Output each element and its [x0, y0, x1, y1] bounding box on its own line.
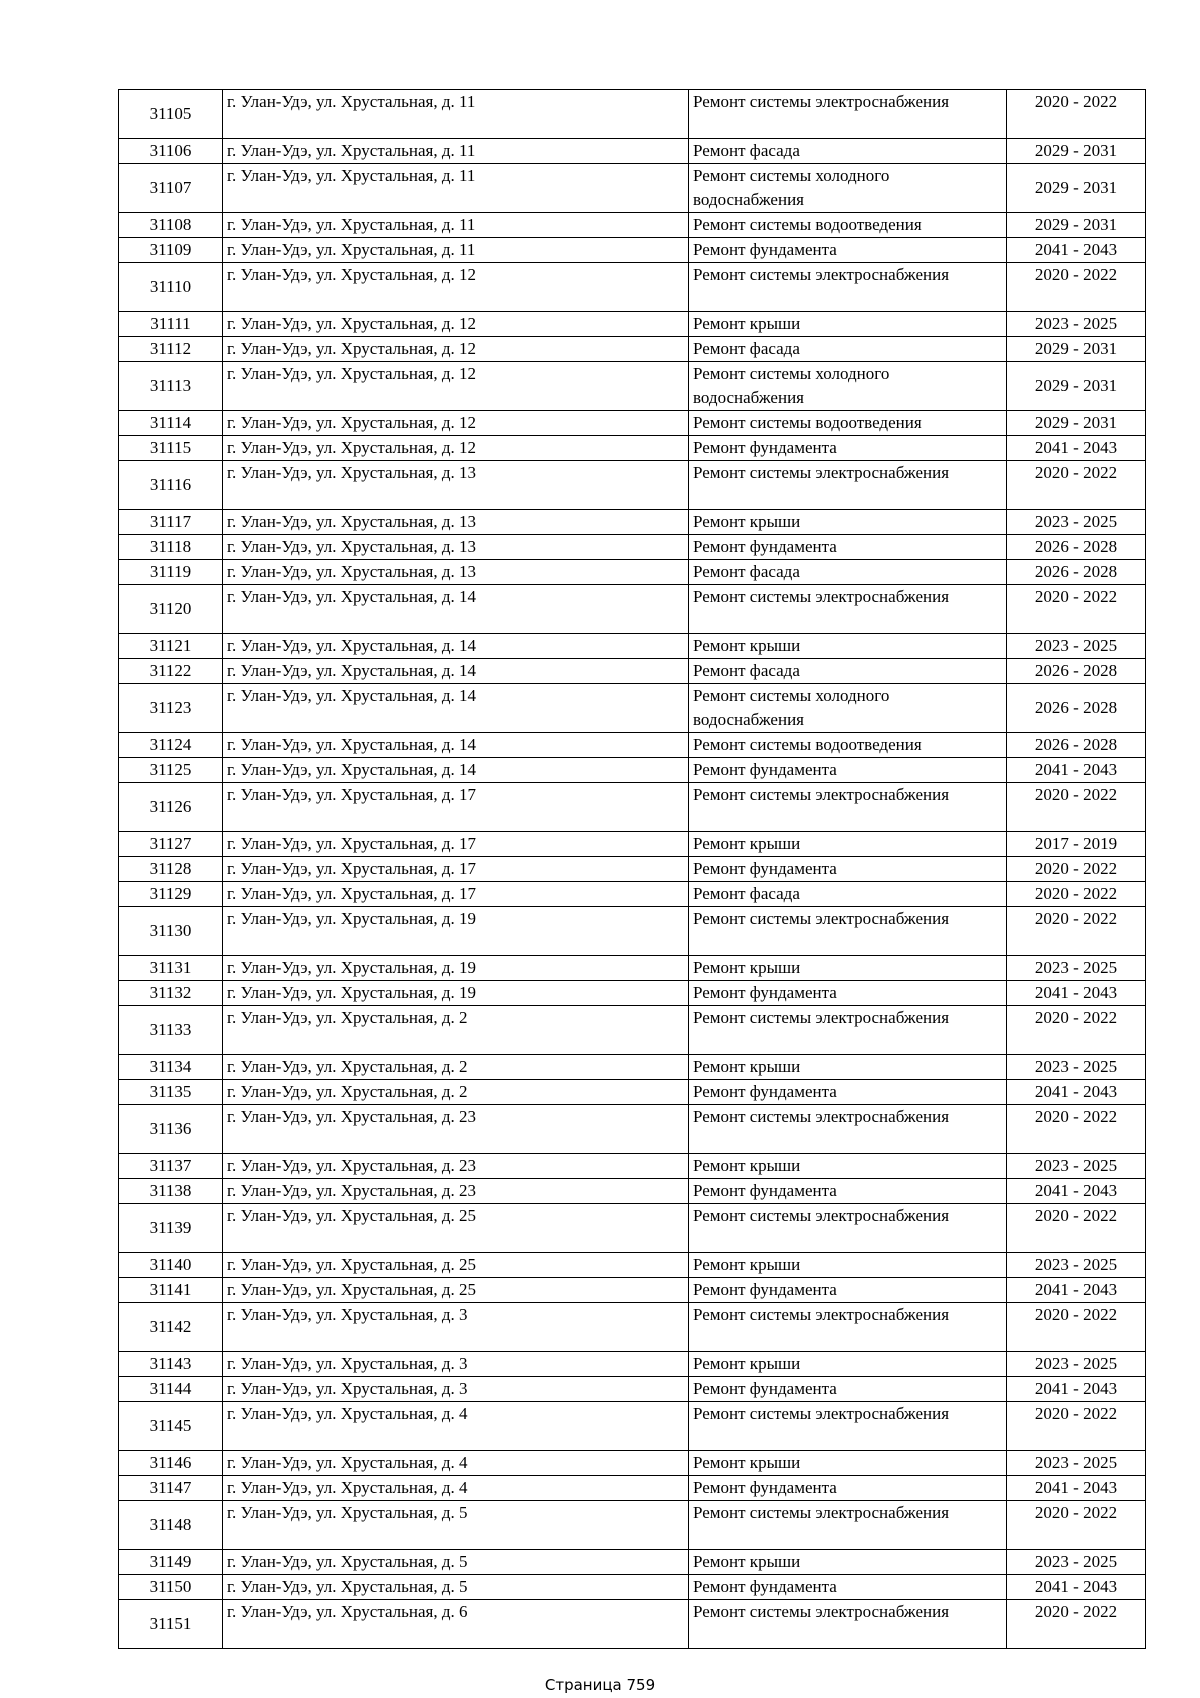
address-cell: г. Улан-Удэ, ул. Хрустальная, д. 4: [223, 1402, 689, 1451]
address-cell: г. Улан-Удэ, ул. Хрустальная, д. 5: [223, 1550, 689, 1575]
address-cell: г. Улан-Удэ, ул. Хрустальная, д. 13: [223, 510, 689, 535]
work-type-cell: Ремонт фасада: [689, 659, 1007, 684]
table-row: [119, 1451, 1146, 1476]
period-cell: 2020 - 2022: [1007, 882, 1146, 907]
row-number: 31149: [119, 1550, 223, 1575]
period-cell: 2023 - 2025: [1007, 1550, 1146, 1575]
address-cell: г. Улан-Удэ, ул. Хрустальная, д. 2: [223, 1006, 689, 1055]
table-row: [119, 1303, 1146, 1352]
period-cell: 2029 - 2031: [1007, 411, 1146, 436]
period-cell: 2020 - 2022: [1007, 783, 1146, 832]
address-cell: г. Улан-Удэ, ул. Хрустальная, д. 12: [223, 362, 689, 411]
period-cell: 2029 - 2031: [1007, 337, 1146, 362]
row-number: 31144: [119, 1377, 223, 1402]
table-row: [119, 510, 1146, 535]
address-cell: г. Улан-Удэ, ул. Хрустальная, д. 25: [223, 1278, 689, 1303]
period-cell: 2023 - 2025: [1007, 1154, 1146, 1179]
row-number: 31150: [119, 1575, 223, 1600]
work-type-cell: Ремонт системы электроснабжения: [689, 461, 1007, 510]
row-number: 31135: [119, 1080, 223, 1105]
table-row: [119, 362, 1146, 411]
table-row: [119, 1179, 1146, 1204]
works-table: [118, 89, 1146, 1649]
period-cell: 2023 - 2025: [1007, 1352, 1146, 1377]
table-row: [119, 1575, 1146, 1600]
table-row: [119, 1204, 1146, 1253]
period-cell: 2023 - 2025: [1007, 634, 1146, 659]
work-type-cell: Ремонт системы электроснабжения: [689, 263, 1007, 312]
row-number: 31127: [119, 832, 223, 857]
address-cell: г. Улан-Удэ, ул. Хрустальная, д. 3: [223, 1303, 689, 1352]
row-number: 31122: [119, 659, 223, 684]
work-type-cell: Ремонт крыши: [689, 1055, 1007, 1080]
table-row: [119, 1055, 1146, 1080]
row-number: 31128: [119, 857, 223, 882]
table-row: [119, 1006, 1146, 1055]
period-cell: 2023 - 2025: [1007, 312, 1146, 337]
work-type-cell: Ремонт крыши: [689, 312, 1007, 337]
row-number: 31148: [119, 1501, 223, 1550]
work-type-cell: Ремонт фундамента: [689, 981, 1007, 1006]
period-cell: 2020 - 2022: [1007, 1600, 1146, 1649]
period-cell: 2020 - 2022: [1007, 90, 1146, 139]
row-number: 31133: [119, 1006, 223, 1055]
table-row: [119, 1080, 1146, 1105]
period-cell: 2041 - 2043: [1007, 1575, 1146, 1600]
table-row: [119, 1501, 1146, 1550]
work-type-cell: Ремонт системы водоотведения: [689, 213, 1007, 238]
period-cell: 2020 - 2022: [1007, 907, 1146, 956]
row-number: 31109: [119, 238, 223, 263]
work-type-cell: Ремонт фундамента: [689, 1575, 1007, 1600]
work-type-cell: Ремонт фундамента: [689, 857, 1007, 882]
address-cell: г. Улан-Удэ, ул. Хрустальная, д. 11: [223, 238, 689, 263]
work-type-cell: Ремонт фундамента: [689, 1179, 1007, 1204]
period-cell: 2029 - 2031: [1007, 362, 1146, 411]
period-cell: 2020 - 2022: [1007, 263, 1146, 312]
work-type-cell: Ремонт крыши: [689, 956, 1007, 981]
table-row: [119, 733, 1146, 758]
address-cell: г. Улан-Удэ, ул. Хрустальная, д. 14: [223, 585, 689, 634]
table-row: [119, 337, 1146, 362]
address-cell: г. Улан-Удэ, ул. Хрустальная, д. 23: [223, 1154, 689, 1179]
row-number: 31107: [119, 164, 223, 213]
work-type-cell: Ремонт системы электроснабжения: [689, 1204, 1007, 1253]
row-number: 31105: [119, 90, 223, 139]
address-cell: г. Улан-Удэ, ул. Хрустальная, д. 19: [223, 981, 689, 1006]
work-type-cell: Ремонт крыши: [689, 1550, 1007, 1575]
table-row: [119, 882, 1146, 907]
work-type-cell: Ремонт системы водоотведения: [689, 411, 1007, 436]
row-number: 31115: [119, 436, 223, 461]
address-cell: г. Улан-Удэ, ул. Хрустальная, д. 19: [223, 956, 689, 981]
address-cell: г. Улан-Удэ, ул. Хрустальная, д. 25: [223, 1204, 689, 1253]
work-type-cell: Ремонт системы электроснабжения: [689, 1402, 1007, 1451]
work-type-cell: Ремонт фундамента: [689, 436, 1007, 461]
table-row: [119, 90, 1146, 139]
period-cell: 2041 - 2043: [1007, 1080, 1146, 1105]
address-cell: г. Улан-Удэ, ул. Хрустальная, д. 11: [223, 213, 689, 238]
row-number: 31126: [119, 783, 223, 832]
address-cell: г. Улан-Удэ, ул. Хрустальная, д. 14: [223, 733, 689, 758]
table-row: [119, 263, 1146, 312]
work-type-cell: Ремонт системы электроснабжения: [689, 1006, 1007, 1055]
table-row: [119, 758, 1146, 783]
table-row: [119, 1476, 1146, 1501]
period-cell: 2041 - 2043: [1007, 758, 1146, 783]
period-cell: 2026 - 2028: [1007, 535, 1146, 560]
table-row: [119, 164, 1146, 213]
address-cell: г. Улан-Удэ, ул. Хрустальная, д. 2: [223, 1055, 689, 1080]
table-row: [119, 981, 1146, 1006]
period-cell: 2029 - 2031: [1007, 139, 1146, 164]
row-number: 31116: [119, 461, 223, 510]
address-cell: г. Улан-Удэ, ул. Хрустальная, д. 23: [223, 1105, 689, 1154]
row-number: 31142: [119, 1303, 223, 1352]
address-cell: г. Улан-Удэ, ул. Хрустальная, д. 2: [223, 1080, 689, 1105]
table-row: [119, 956, 1146, 981]
row-number: 31125: [119, 758, 223, 783]
period-cell: 2020 - 2022: [1007, 585, 1146, 634]
row-number: 31140: [119, 1253, 223, 1278]
address-cell: г. Улан-Удэ, ул. Хрустальная, д. 17: [223, 857, 689, 882]
address-cell: г. Улан-Удэ, ул. Хрустальная, д. 17: [223, 882, 689, 907]
work-type-cell: Ремонт фасада: [689, 560, 1007, 585]
address-cell: г. Улан-Удэ, ул. Хрустальная, д. 13: [223, 461, 689, 510]
work-type-cell: Ремонт системы электроснабжения: [689, 585, 1007, 634]
work-type-cell: Ремонт крыши: [689, 1451, 1007, 1476]
work-type-cell: Ремонт крыши: [689, 510, 1007, 535]
address-cell: г. Улан-Удэ, ул. Хрустальная, д. 11: [223, 139, 689, 164]
work-type-cell: Ремонт системы холодного водоснабжения: [689, 164, 1007, 213]
table-row: [119, 585, 1146, 634]
period-cell: 2041 - 2043: [1007, 436, 1146, 461]
work-type-cell: Ремонт фундамента: [689, 1080, 1007, 1105]
table-row: [119, 659, 1146, 684]
address-cell: г. Улан-Удэ, ул. Хрустальная, д. 14: [223, 758, 689, 783]
work-type-cell: Ремонт системы электроснабжения: [689, 907, 1007, 956]
period-cell: 2023 - 2025: [1007, 1253, 1146, 1278]
row-number: 31138: [119, 1179, 223, 1204]
table-row: [119, 312, 1146, 337]
address-cell: г. Улан-Удэ, ул. Хрустальная, д. 6: [223, 1600, 689, 1649]
address-cell: г. Улан-Удэ, ул. Хрустальная, д. 23: [223, 1179, 689, 1204]
table-row: [119, 1377, 1146, 1402]
period-cell: 2020 - 2022: [1007, 1204, 1146, 1253]
work-type-cell: Ремонт фундамента: [689, 238, 1007, 263]
address-cell: г. Улан-Удэ, ул. Хрустальная, д. 13: [223, 560, 689, 585]
work-type-cell: Ремонт фундамента: [689, 758, 1007, 783]
address-cell: г. Улан-Удэ, ул. Хрустальная, д. 3: [223, 1352, 689, 1377]
address-cell: г. Улан-Удэ, ул. Хрустальная, д. 17: [223, 783, 689, 832]
address-cell: г. Улан-Удэ, ул. Хрустальная, д. 3: [223, 1377, 689, 1402]
table-row: [119, 1352, 1146, 1377]
row-number: 31108: [119, 213, 223, 238]
address-cell: г. Улан-Удэ, ул. Хрустальная, д. 12: [223, 337, 689, 362]
row-number: 31134: [119, 1055, 223, 1080]
table-row: [119, 907, 1146, 956]
table-row: [119, 535, 1146, 560]
period-cell: 2029 - 2031: [1007, 164, 1146, 213]
period-cell: 2023 - 2025: [1007, 956, 1146, 981]
row-number: 31121: [119, 634, 223, 659]
work-type-cell: Ремонт системы электроснабжения: [689, 1105, 1007, 1154]
work-type-cell: Ремонт фасада: [689, 882, 1007, 907]
table-row: [119, 1253, 1146, 1278]
work-type-cell: Ремонт фундамента: [689, 1377, 1007, 1402]
table-row: [119, 634, 1146, 659]
row-number: 31131: [119, 956, 223, 981]
row-number: 31117: [119, 510, 223, 535]
period-cell: 2029 - 2031: [1007, 213, 1146, 238]
work-type-cell: Ремонт системы электроснабжения: [689, 1600, 1007, 1649]
row-number: 31151: [119, 1600, 223, 1649]
period-cell: 2026 - 2028: [1007, 560, 1146, 585]
table-row: [119, 139, 1146, 164]
table-row: [119, 1550, 1146, 1575]
address-cell: г. Улан-Удэ, ул. Хрустальная, д. 17: [223, 832, 689, 857]
work-type-cell: Ремонт крыши: [689, 832, 1007, 857]
work-type-cell: Ремонт системы электроснабжения: [689, 783, 1007, 832]
period-cell: 2026 - 2028: [1007, 659, 1146, 684]
row-number: 31137: [119, 1154, 223, 1179]
table-row: [119, 1600, 1146, 1649]
address-cell: г. Улан-Удэ, ул. Хрустальная, д. 5: [223, 1575, 689, 1600]
address-cell: г. Улан-Удэ, ул. Хрустальная, д. 25: [223, 1253, 689, 1278]
address-cell: г. Улан-Удэ, ул. Хрустальная, д. 12: [223, 312, 689, 337]
work-type-cell: Ремонт фасада: [689, 337, 1007, 362]
row-number: 31119: [119, 560, 223, 585]
row-number: 31110: [119, 263, 223, 312]
work-type-cell: Ремонт системы электроснабжения: [689, 1303, 1007, 1352]
table-row: [119, 461, 1146, 510]
work-type-cell: Ремонт системы холодного водоснабжения: [689, 684, 1007, 733]
table-row: [119, 411, 1146, 436]
table-row: [119, 1154, 1146, 1179]
table-row: [119, 832, 1146, 857]
work-type-cell: Ремонт крыши: [689, 1253, 1007, 1278]
work-type-cell: Ремонт фундамента: [689, 1278, 1007, 1303]
work-type-cell: Ремонт крыши: [689, 1352, 1007, 1377]
period-cell: 2041 - 2043: [1007, 981, 1146, 1006]
page-number: Страница 759: [544, 1676, 656, 1694]
address-cell: г. Улан-Удэ, ул. Хрустальная, д. 12: [223, 263, 689, 312]
period-cell: 2026 - 2028: [1007, 684, 1146, 733]
period-cell: 2041 - 2043: [1007, 1476, 1146, 1501]
row-number: 31139: [119, 1204, 223, 1253]
row-number: 31112: [119, 337, 223, 362]
row-number: 31114: [119, 411, 223, 436]
work-type-cell: Ремонт крыши: [689, 1154, 1007, 1179]
work-type-cell: Ремонт системы электроснабжения: [689, 90, 1007, 139]
works-table-body: [119, 90, 1146, 1649]
period-cell: 2020 - 2022: [1007, 461, 1146, 510]
work-type-cell: Ремонт системы водоотведения: [689, 733, 1007, 758]
address-cell: г. Улан-Удэ, ул. Хрустальная, д. 14: [223, 634, 689, 659]
table-row: [119, 857, 1146, 882]
row-number: 31111: [119, 312, 223, 337]
period-cell: 2020 - 2022: [1007, 857, 1146, 882]
period-cell: 2023 - 2025: [1007, 510, 1146, 535]
table-row: [119, 436, 1146, 461]
table-row: [119, 1402, 1146, 1451]
address-cell: г. Улан-Удэ, ул. Хрустальная, д. 12: [223, 436, 689, 461]
period-cell: 2041 - 2043: [1007, 1278, 1146, 1303]
row-number: 31132: [119, 981, 223, 1006]
period-cell: 2020 - 2022: [1007, 1105, 1146, 1154]
address-cell: г. Улан-Удэ, ул. Хрустальная, д. 11: [223, 164, 689, 213]
row-number: 31136: [119, 1105, 223, 1154]
row-number: 31123: [119, 684, 223, 733]
period-cell: 2023 - 2025: [1007, 1055, 1146, 1080]
row-number: 31145: [119, 1402, 223, 1451]
address-cell: г. Улан-Удэ, ул. Хрустальная, д. 4: [223, 1451, 689, 1476]
row-number: 31129: [119, 882, 223, 907]
table-row: [119, 238, 1146, 263]
table-row: [119, 1105, 1146, 1154]
row-number: 31106: [119, 139, 223, 164]
table-row: [119, 1278, 1146, 1303]
address-cell: г. Улан-Удэ, ул. Хрустальная, д. 12: [223, 411, 689, 436]
address-cell: г. Улан-Удэ, ул. Хрустальная, д. 14: [223, 684, 689, 733]
row-number: 31118: [119, 535, 223, 560]
row-number: 31146: [119, 1451, 223, 1476]
period-cell: 2020 - 2022: [1007, 1501, 1146, 1550]
period-cell: 2041 - 2043: [1007, 238, 1146, 263]
row-number: 31141: [119, 1278, 223, 1303]
period-cell: 2026 - 2028: [1007, 733, 1146, 758]
address-cell: г. Улан-Удэ, ул. Хрустальная, д. 13: [223, 535, 689, 560]
work-type-cell: Ремонт крыши: [689, 634, 1007, 659]
row-number: 31143: [119, 1352, 223, 1377]
address-cell: г. Улан-Удэ, ул. Хрустальная, д. 11: [223, 90, 689, 139]
period-cell: 2041 - 2043: [1007, 1179, 1146, 1204]
address-cell: г. Улан-Удэ, ул. Хрустальная, д. 4: [223, 1476, 689, 1501]
period-cell: 2041 - 2043: [1007, 1377, 1146, 1402]
address-cell: г. Улан-Удэ, ул. Хрустальная, д. 14: [223, 659, 689, 684]
row-number: 31130: [119, 907, 223, 956]
table-row: [119, 560, 1146, 585]
work-type-cell: Ремонт фундамента: [689, 535, 1007, 560]
work-type-cell: Ремонт системы холодного водоснабжения: [689, 362, 1007, 411]
period-cell: 2020 - 2022: [1007, 1303, 1146, 1352]
address-cell: г. Улан-Удэ, ул. Хрустальная, д. 19: [223, 907, 689, 956]
period-cell: 2017 - 2019: [1007, 832, 1146, 857]
period-cell: 2020 - 2022: [1007, 1402, 1146, 1451]
table-row: [119, 213, 1146, 238]
work-type-cell: Ремонт фундамента: [689, 1476, 1007, 1501]
row-number: 31147: [119, 1476, 223, 1501]
row-number: 31113: [119, 362, 223, 411]
table-row: [119, 783, 1146, 832]
work-type-cell: Ремонт фасада: [689, 139, 1007, 164]
work-type-cell: Ремонт системы электроснабжения: [689, 1501, 1007, 1550]
address-cell: г. Улан-Удэ, ул. Хрустальная, д. 5: [223, 1501, 689, 1550]
table-row: [119, 684, 1146, 733]
row-number: 31120: [119, 585, 223, 634]
period-cell: 2020 - 2022: [1007, 1006, 1146, 1055]
row-number: 31124: [119, 733, 223, 758]
period-cell: 2023 - 2025: [1007, 1451, 1146, 1476]
